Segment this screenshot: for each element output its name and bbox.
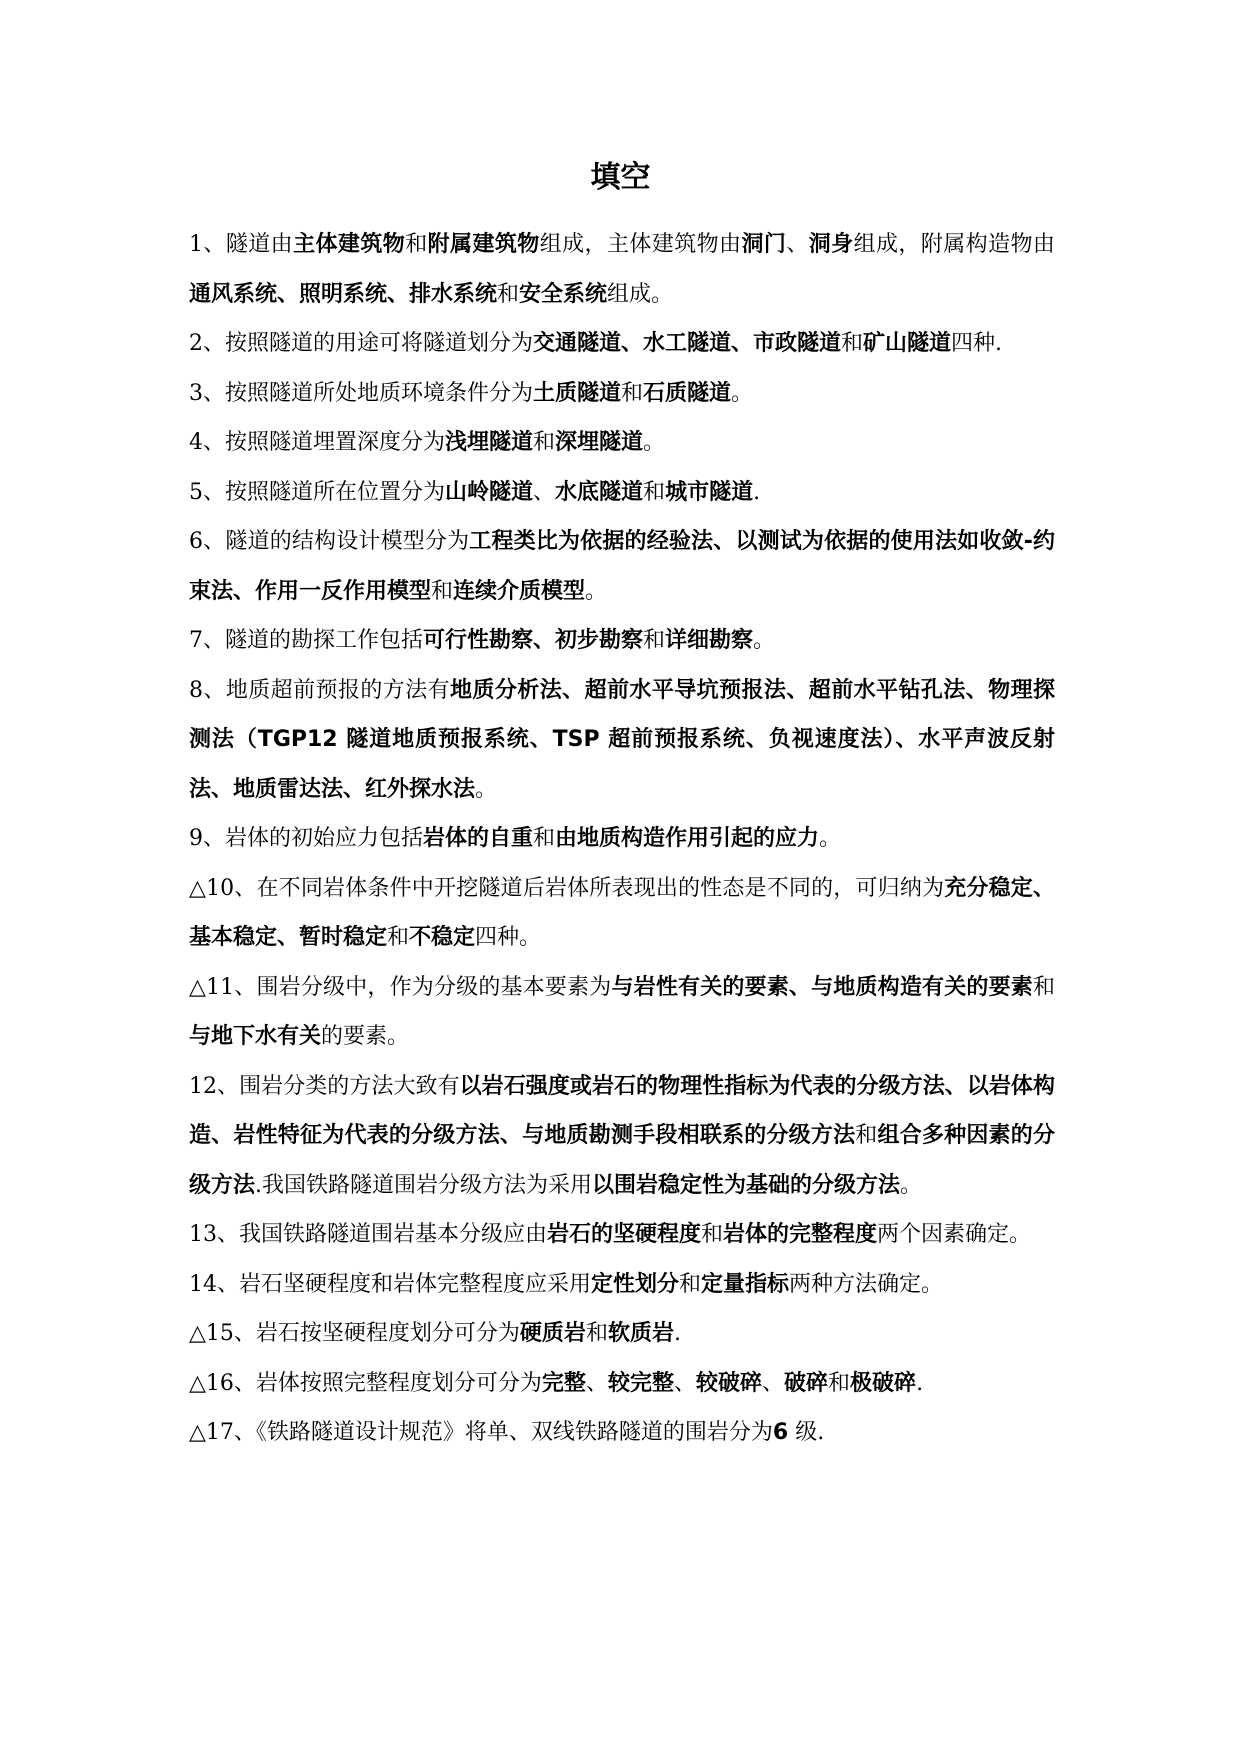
answer-text: 交通隧道、水工隧道、市政隧道 bbox=[533, 331, 842, 356]
question-text: 和 bbox=[828, 1370, 851, 1396]
answer-text: 石质隧道 bbox=[643, 380, 732, 406]
question-text: 和 bbox=[679, 1271, 702, 1297]
question-text: .我国铁路隧道围岩分级方法为采用 bbox=[255, 1172, 593, 1198]
question-text: 和 bbox=[431, 578, 454, 604]
question-text: 和 bbox=[1032, 974, 1055, 1000]
question-text: 。 bbox=[753, 628, 776, 653]
answer-text: 土质隧道 bbox=[533, 380, 622, 406]
question-text: 、 bbox=[585, 1370, 608, 1396]
question-item bbox=[189, 468, 1055, 518]
answer-text: 水底隧道 bbox=[555, 479, 644, 505]
question-text: 、 bbox=[762, 1370, 785, 1396]
question-text: 和 bbox=[497, 281, 520, 307]
answer-text: 完整 bbox=[541, 1370, 586, 1396]
question-text: 。 bbox=[731, 380, 754, 406]
answer-text: 安全系统 bbox=[519, 281, 608, 307]
question-text: 和 bbox=[533, 826, 556, 851]
question-text: 、 bbox=[786, 232, 809, 257]
answer-text: 与地下水有关 bbox=[189, 1024, 322, 1049]
question-text: 两种方法确定。 bbox=[789, 1271, 944, 1297]
question-item bbox=[189, 517, 1055, 616]
answer-text: 附属建筑物 bbox=[427, 232, 540, 257]
question-item bbox=[189, 1359, 1055, 1409]
question-item bbox=[189, 963, 1055, 1062]
answer-text: 洞门 bbox=[741, 232, 787, 257]
answer-text: 与岩性有关的要素、与地质构造有关的要素 bbox=[611, 974, 1033, 1000]
question-text: 和 bbox=[621, 380, 644, 406]
answer-text: 浅埋隧道 bbox=[445, 430, 534, 455]
answer-text: 工程类比为依据的经验法、以测试为依据的使用法如收敛-约束法、作用一反作用模型 bbox=[189, 529, 1056, 604]
answer-text: 硬质岩 bbox=[519, 1321, 586, 1346]
question-item bbox=[189, 220, 1055, 319]
answer-text: 山岭隧道 bbox=[445, 479, 534, 505]
question-text: 四种. bbox=[951, 331, 1003, 356]
answer-text: 连续介质模型 bbox=[453, 578, 586, 604]
question-text: 和 bbox=[643, 479, 666, 505]
question-text: 组成。 bbox=[607, 281, 674, 307]
question-text: △10、在不同岩体条件中开挖隧道后岩体所表现出的性态是不同的，可归纳为 bbox=[189, 875, 945, 901]
question-text: △15、岩石按坚硬程度划分可分为 bbox=[189, 1321, 520, 1346]
answer-text: 可行性勘察、初步勘察 bbox=[423, 628, 644, 653]
question-text: 1、隧道由 bbox=[189, 232, 294, 257]
question-text: 和 bbox=[855, 1123, 878, 1148]
answer-text: 岩体的完整程度 bbox=[723, 1222, 878, 1247]
question-text: 四种。 bbox=[475, 925, 542, 950]
question-text: 。 bbox=[819, 826, 842, 851]
question-text: . bbox=[673, 1321, 681, 1346]
answer-text: 详细勘察 bbox=[665, 628, 754, 653]
answer-text: 定量指标 bbox=[701, 1271, 790, 1297]
answer-text: 矿山隧道 bbox=[863, 331, 952, 356]
question-text: 2、按照隧道的用途可将隧道划分为 bbox=[189, 331, 533, 356]
question-text: 。 bbox=[900, 1172, 923, 1198]
question-text: . bbox=[916, 1370, 924, 1396]
question-text: △17、《铁路隧道设计规范》将单、双线铁路隧道的围岩分为 bbox=[189, 1420, 773, 1445]
question-item bbox=[189, 814, 1055, 864]
answer-text: 软质岩 bbox=[607, 1321, 674, 1346]
answer-text: 深埋隧道 bbox=[555, 430, 644, 455]
question-text: 组成，主体建筑物由 bbox=[539, 232, 742, 257]
question-text: 5、按照隧道所在位置分为 bbox=[189, 479, 445, 505]
answer-text: 岩石的坚硬程度 bbox=[547, 1222, 702, 1247]
answer-text: 以岩石强度或岩石的物理性指标为代表的分级方法、以岩体构造、岩性特征为代表的分级方法、与地质勘测手段相联系的分级方法 bbox=[189, 1073, 1055, 1148]
question-item bbox=[189, 1260, 1055, 1310]
question-text: 和 bbox=[841, 331, 864, 356]
answer-text: 城市隧道 bbox=[665, 479, 754, 505]
question-item bbox=[189, 418, 1055, 468]
answer-text: 6 bbox=[772, 1420, 789, 1445]
page-title: 填空 bbox=[590, 160, 651, 195]
question-text: 和 bbox=[643, 628, 666, 653]
question-item bbox=[189, 369, 1055, 419]
answer-text: 充分稳定、基本稳定、暂时稳定 bbox=[189, 875, 1055, 950]
question-text: △16、岩体按照完整程度划分可分为 bbox=[189, 1370, 542, 1396]
question-text: 、 bbox=[533, 479, 556, 505]
question-item bbox=[189, 1062, 1055, 1211]
question-text: 和 bbox=[405, 232, 428, 257]
answer-text: 岩体的自重 bbox=[423, 826, 534, 851]
question-text: 6、隧道的结构设计模型分为 bbox=[189, 529, 470, 554]
answer-text: 地质分析法、超前水平导坑预报法、超前水平钻孔法、物理探测法（TGP12 隧道地质预报系统、TSP 超前预报系统、负视速度法）、水平声波反射法、地质雷达法、红外探水法 bbox=[189, 677, 1055, 802]
question-item bbox=[189, 319, 1055, 369]
question-text: 14、岩石坚硬程度和岩体完整程度应采用 bbox=[189, 1271, 591, 1297]
answer-text: 以围岩稳定性为基础的分级方法 bbox=[592, 1172, 901, 1198]
question-text: 4、按照隧道埋置深度分为 bbox=[189, 430, 445, 455]
question-text: △11、围岩分级中，作为分级的基本要素为 bbox=[189, 974, 612, 1000]
question-text: 9、岩体的初始应力包括 bbox=[189, 826, 423, 851]
question-item bbox=[189, 616, 1055, 666]
question-text: 。 bbox=[585, 578, 608, 604]
question-text: 组成，附属构造物由 bbox=[853, 232, 1055, 257]
answer-text: 不稳定 bbox=[409, 925, 476, 950]
answer-text: 组合多种因素的分级方法 bbox=[189, 1123, 1055, 1198]
question-item bbox=[189, 1408, 1055, 1458]
question-text: 。 bbox=[475, 776, 498, 802]
answer-text: 破碎 bbox=[784, 1370, 829, 1396]
question-text: 、 bbox=[673, 1370, 696, 1396]
question-text: 12、围岩分类的方法大致有 bbox=[189, 1073, 460, 1099]
question-text: 和 bbox=[387, 925, 410, 950]
question-text: 两个因素确定。 bbox=[877, 1222, 1032, 1247]
answer-text: 洞身 bbox=[808, 232, 854, 257]
answer-text: 主体建筑物 bbox=[293, 232, 406, 257]
question-text: . bbox=[753, 479, 761, 505]
question-text: 。 bbox=[643, 430, 666, 455]
answer-text: 极破碎 bbox=[850, 1370, 917, 1396]
answer-text: 较破碎 bbox=[695, 1370, 762, 1396]
answer-text: 较完整 bbox=[607, 1370, 674, 1396]
answer-text: 通风系统、照明系统、排水系统 bbox=[189, 281, 498, 307]
question-text: 的要素。 bbox=[321, 1024, 410, 1049]
question-item bbox=[189, 1210, 1055, 1260]
question-text: 和 bbox=[701, 1222, 724, 1247]
question-text: 13、我国铁路隧道围岩基本分级应由 bbox=[189, 1222, 547, 1247]
question-text: 和 bbox=[533, 430, 556, 455]
question-text: 级. bbox=[788, 1420, 825, 1445]
question-text: 3、按照隧道所处地质环境条件分为 bbox=[189, 380, 533, 406]
answer-text: 定性划分 bbox=[591, 1271, 680, 1297]
question-item bbox=[189, 666, 1055, 815]
question-text: 8、地质超前预报的方法有 bbox=[189, 677, 451, 703]
question-text: 7、隧道的勘探工作包括 bbox=[189, 628, 423, 653]
question-item bbox=[189, 864, 1055, 963]
question-list bbox=[189, 220, 1055, 1458]
answer-text: 由地质构造作用引起的应力 bbox=[555, 826, 820, 851]
question-item bbox=[189, 1309, 1055, 1359]
question-text: 和 bbox=[585, 1321, 608, 1346]
